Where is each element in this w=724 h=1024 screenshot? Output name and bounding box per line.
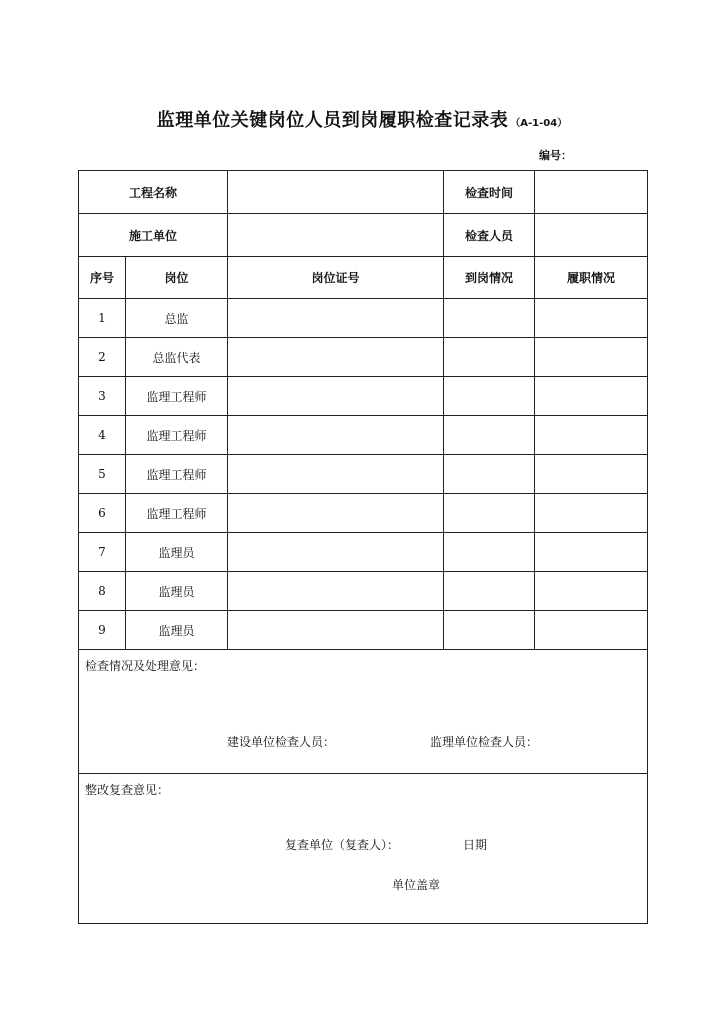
inspector-field[interactable] xyxy=(535,214,648,257)
row-number: 1 xyxy=(79,299,126,338)
row-arrival-field[interactable] xyxy=(444,611,535,650)
check-time-field[interactable] xyxy=(535,171,648,214)
row-number: 2 xyxy=(79,338,126,377)
column-header-arrival: 到岗情况 xyxy=(444,257,535,299)
row-number: 3 xyxy=(79,377,126,416)
row-cert-field[interactable] xyxy=(228,533,444,572)
row-arrival-field[interactable] xyxy=(444,494,535,533)
document-code: （A-1-04） xyxy=(510,118,568,129)
row-post: 监理工程师 xyxy=(126,416,228,455)
contractor-row xyxy=(79,214,648,257)
supervisor-inspector-label: 监理单位检查人员： xyxy=(430,735,539,749)
table-row xyxy=(79,455,648,494)
row-number: 9 xyxy=(79,611,126,650)
review-opinion-row xyxy=(79,774,648,924)
inspection-record-table xyxy=(78,170,648,924)
table-row xyxy=(79,611,648,650)
review-opinion-area[interactable] xyxy=(79,774,648,924)
row-arrival-field[interactable] xyxy=(444,377,535,416)
row-cert-field[interactable] xyxy=(228,455,444,494)
row-post: 监理工程师 xyxy=(126,455,228,494)
row-number: 8 xyxy=(79,572,126,611)
row-cert-field[interactable] xyxy=(228,377,444,416)
inspector-label: 检查人员 xyxy=(444,214,535,257)
row-cert-field[interactable] xyxy=(228,299,444,338)
row-cert-field[interactable] xyxy=(228,611,444,650)
table-row xyxy=(79,338,648,377)
row-number: 4 xyxy=(79,416,126,455)
row-arrival-field[interactable] xyxy=(444,533,535,572)
table-row xyxy=(79,416,648,455)
row-arrival-field[interactable] xyxy=(444,338,535,377)
row-post: 监理员 xyxy=(126,572,228,611)
row-performance-field[interactable] xyxy=(535,416,648,455)
row-performance-field[interactable] xyxy=(535,494,648,533)
row-post: 监理员 xyxy=(126,611,228,650)
row-performance-field[interactable] xyxy=(535,455,648,494)
table-row xyxy=(79,299,648,338)
unit-seal-label: 单位盖章 xyxy=(392,878,441,892)
row-cert-field[interactable] xyxy=(228,572,444,611)
inspection-opinion-area[interactable] xyxy=(79,650,648,774)
row-arrival-field[interactable] xyxy=(444,572,535,611)
contractor-field[interactable] xyxy=(228,214,444,257)
table-row xyxy=(79,572,648,611)
row-number: 7 xyxy=(79,533,126,572)
row-performance-field[interactable] xyxy=(535,299,648,338)
column-header-performance: 履职情况 xyxy=(535,257,648,299)
column-header-cert: 岗位证号 xyxy=(228,257,444,299)
row-arrival-field[interactable] xyxy=(444,455,535,494)
document-title: 监理单位关键岗位人员到岗履职检查记录表 xyxy=(156,110,509,131)
row-cert-field[interactable] xyxy=(228,416,444,455)
row-number: 6 xyxy=(79,494,126,533)
row-post: 监理工程师 xyxy=(126,377,228,416)
row-post: 监理员 xyxy=(126,533,228,572)
reviewer-label: 复查单位（复查人）： xyxy=(285,838,400,852)
project-name-field[interactable] xyxy=(228,171,444,214)
row-cert-field[interactable] xyxy=(228,494,444,533)
row-cert-field[interactable] xyxy=(228,338,444,377)
review-date-label: 日期 xyxy=(463,838,488,852)
row-performance-field[interactable] xyxy=(535,377,648,416)
table-row xyxy=(79,533,648,572)
row-performance-field[interactable] xyxy=(535,611,648,650)
row-number: 5 xyxy=(79,455,126,494)
row-performance-field[interactable] xyxy=(535,338,648,377)
document-title-line xyxy=(0,106,724,132)
column-header-post: 岗位 xyxy=(126,257,228,299)
row-post: 监理工程师 xyxy=(126,494,228,533)
row-post: 总监代表 xyxy=(126,338,228,377)
row-arrival-field[interactable] xyxy=(444,299,535,338)
table-row xyxy=(79,377,648,416)
column-header-no: 序号 xyxy=(79,257,126,299)
check-time-label: 检查时间 xyxy=(444,171,535,214)
contractor-label: 施工单位 xyxy=(79,214,228,257)
review-opinion-label: 整改复查意见： xyxy=(85,783,170,797)
row-performance-field[interactable] xyxy=(535,572,648,611)
project-name-label: 工程名称 xyxy=(79,171,228,214)
row-performance-field[interactable] xyxy=(535,533,648,572)
inspection-opinion-label: 检查情况及处理意见： xyxy=(85,659,206,673)
row-arrival-field[interactable] xyxy=(444,416,535,455)
serial-number-label: 编号： xyxy=(539,149,572,162)
builder-inspector-label: 建设单位检查人员： xyxy=(227,735,336,749)
column-header-row xyxy=(79,257,648,299)
inspection-opinion-row xyxy=(79,650,648,774)
row-post: 总监 xyxy=(126,299,228,338)
table-row xyxy=(79,494,648,533)
project-name-row xyxy=(79,171,648,214)
